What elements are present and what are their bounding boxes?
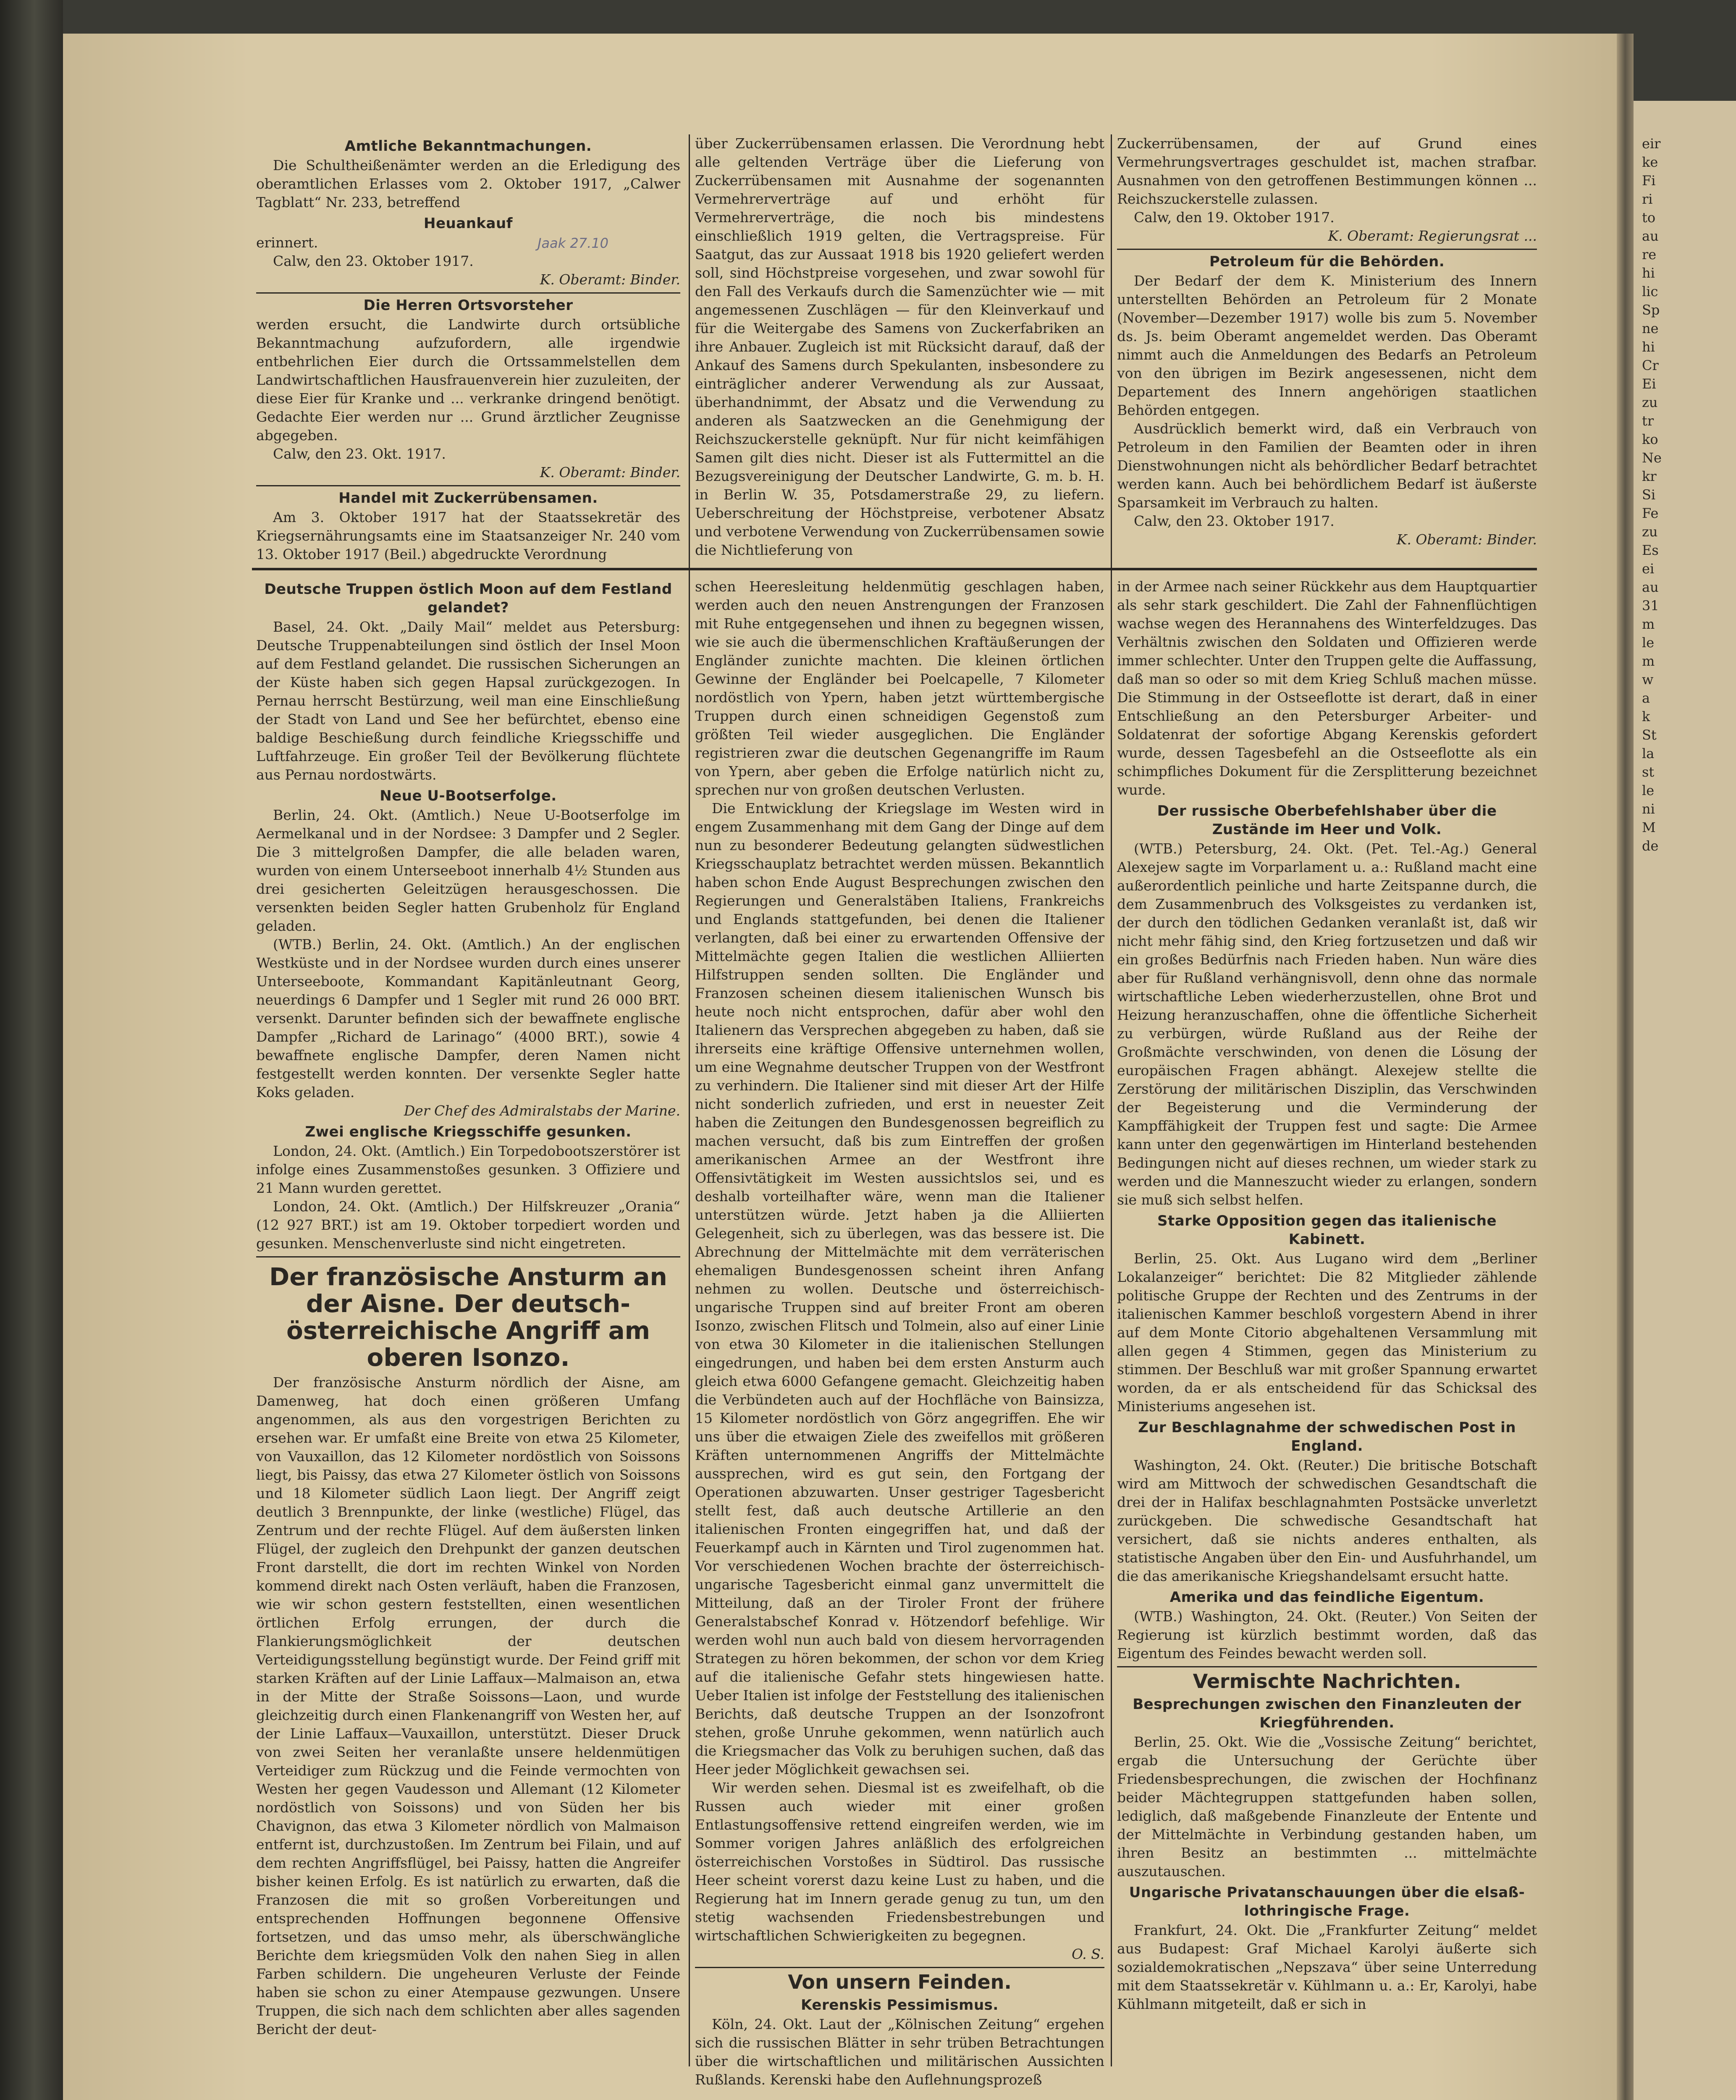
next-page-fragment: ri	[1642, 191, 1653, 207]
next-page-fragment: w	[1642, 672, 1654, 688]
next-page-fragment: Fe	[1642, 505, 1659, 521]
article-text: London, 24. Okt. (Amtlich.) Ein Torpedobootszerstörer ist infolge eines Zusammenstoßes gesunken. 3 Offiziere und 21 Mann wurden gerettet.	[256, 1143, 680, 1196]
notice-heading: Handel mit Zuckerrübensamen.	[338, 490, 598, 507]
notice-text: werden ersucht, die Landwirte durch ortsübliche Bekanntmachung aufzufordern, alle irgendwie entbehrlichen Eier durch die Ortssammelstellen dem Landwirtschaftlichen Hausfrauenverein hier zuzuleiten, der diese Eier für Kranke und ... verkranke dringend benötigt. Gedachte Eier werden nur ... Grund ärztlicher Zeugnisse abgegeben.	[256, 316, 680, 444]
notices-column-2	[695, 134, 1104, 565]
notice-text: Der Bedarf der dem K. Ministerium des Innern unterstellten Behörden an Petroleum für 2 Monate (November—Dezember 1917) wolle bis zum 5. November ds. Js. beim Oberamt angemeldet werden. Das Oberamt nimmt auch die Anmeldungen des Bedarfs an Petroleum von den übrigen im Bezirk angesessenen, nicht dem Departement des Innern angehörigen staatlichen Behörden entgegen.	[1117, 273, 1537, 418]
next-page-fragment: au	[1642, 228, 1659, 244]
article-text: Basel, 24. Okt. „Daily Mail“ meldet aus Petersburg: Deutsche Truppenabteilungen sind östlich der Insel Moon auf dem Festland gelandet. Die russischen Sicherungen an der Küste haben sich gegen Hapsal zurückgezogen. In Pernau herrscht Bestürzung, weil man eine Einschließung der Stadt von Land und See her befürchtet, ebenso eine baldige Beschießung durch feindliche Kriegsschiffe und Luftfahrzeuge. Ein großer Teil der Bevölkerung flüchtete aus Pernau nordostwärts.	[256, 619, 680, 783]
notice-heading: Die Herren Ortsvorsteher	[363, 297, 573, 314]
article-text: Berlin, 25. Okt. Wie die „Vossische Zeitung“ berichtet, ergab die Untersuchung der Gerüchte über Friedensbesprechungen, die zwischen der Hochfinanz beider Mächtegruppen stattgefunden haben sollen, lediglich, daß maßgebende Finanzleute der Entente und der Mittelmächte in Verbindung gestanden haben, um ihren Besitz an bestimmten ... mittelmächte auszutauschen.	[1117, 1734, 1537, 1880]
next-page-fragment: st	[1642, 764, 1655, 780]
next-page-fragment: zu	[1642, 524, 1658, 540]
section-divider	[252, 568, 1537, 570]
next-page-fragment: le	[1642, 635, 1655, 651]
notice-signature: K. Oberamt: Binder.	[1396, 531, 1537, 548]
next-page-fragment: Cr	[1642, 357, 1659, 373]
notice-signature: K. Oberamt: Binder.	[540, 464, 680, 480]
notices-column-1	[256, 134, 680, 565]
notice-divider	[256, 292, 680, 294]
page-gutter	[1617, 34, 1634, 2100]
next-page-fragment: Sp	[1642, 302, 1660, 318]
article-signature: O. S.	[1071, 1946, 1104, 1962]
article-heading: Kerenskis Pessimismus.	[801, 1997, 999, 2013]
next-page-fragment: m	[1642, 653, 1655, 669]
next-page-fragment: la	[1642, 746, 1655, 761]
next-page-fragment: to	[1642, 210, 1656, 226]
notice-heading: Petroleum für die Behörden.	[1209, 253, 1445, 270]
article-heading: Amerika und das feindliche Eigentum.	[1170, 1589, 1484, 1606]
article-text: London, 24. Okt. (Amtlich.) Der Hilfskreuzer „Orania“ (12 927 BRT.) ist am 19. Oktober torpediert worden und gesunken. Menschenverluste sind nicht eingetreten.	[256, 1198, 680, 1252]
next-page-fragment: Si	[1642, 487, 1656, 503]
article-text: Berlin, 25. Okt. Aus Lugano wird dem „Berliner Lokalanzeiger“ berichtet: Die 82 Mitglieder zählende politische Gruppe der Rechten und des Zentrums in der italienischen Kammer beschloß vorgestern Abend in ihrer auf dem Monte Citorio abgehaltenen Versammlung mit allen gegen 4 Stimmen, gegen das Ministerium zu stimmen. Der Beschluß war mit großer Spannung erwartet worden, da er als entscheidend für das Schicksal des Ministeriums angesehen ist.	[1117, 1250, 1537, 1415]
section-headline: Vermischte Nachrichten.	[1193, 1670, 1461, 1693]
notices-title: Amtliche Bekanntmachungen.	[344, 138, 592, 155]
next-page-fragment: au	[1642, 579, 1659, 595]
article-heading: Zur Beschlagnahme der schwedischen Post in England.	[1138, 1419, 1516, 1454]
news-column-1	[256, 578, 680, 2037]
next-page-fragment: eir	[1642, 136, 1661, 152]
next-page-fragment: zu	[1642, 394, 1658, 410]
article-heading: Zwei englische Kriegsschiffe gesunken.	[305, 1124, 632, 1140]
article-divider	[1117, 1666, 1537, 1667]
article-text: Köln, 24. Okt. Laut der „Kölnischen Zeitung“ ergehen sich die russischen Blätter in sehr trüben Betrachtungen über die wirtschaftlichen und militärischen Aussichten Rußlands. Kerenski habe den Auflehnungsprozeß	[695, 2016, 1104, 2088]
article-divider	[256, 1256, 680, 1257]
news-column-3	[1117, 578, 1537, 2024]
next-page-fragment: re	[1642, 247, 1657, 262]
next-page-fragment: M	[1642, 819, 1656, 835]
news-column-2	[695, 578, 1104, 2088]
notices-column-3	[1117, 134, 1537, 565]
article-heading: Neue U-Bootserfolge.	[380, 788, 557, 804]
notice-divider	[256, 485, 680, 486]
next-page-fragment: kr	[1642, 468, 1657, 484]
next-page-fragment: le	[1642, 782, 1655, 798]
next-page-edge	[1634, 101, 1736, 2100]
article-text: Der französische Ansturm nördlich der Aisne, am Damenweg, hat doch einen größeren Umfang angenommen, als aus den vorgestrigen Berichten zu ersehen war. Er umfaßt eine Breite von etwa 25 Kilometer, von Vauxaillon, das 12 Kilometer nordöstlich von Soissons liegt, bis Paissy, das etwa 27 Kilometer östlich von Soissons und 18 Kilometer südlich Laon liegt. Der Angriff zeigt deutlich 3 Brennpunkte, der linke (westliche) Flügel, das Zentrum und der rechte Flügel. Auf dem äußersten linken Flügel, der zugleich den Drehpunkt der ganzen deutschen Front darstellt, die dort im rechten Winkel von Norden kommend direkt nach Osten verläuft, haben die Franzosen, wie wir schon gestern feststellten, einen wesentlichen örtlichen Erfolg errungen, der durch die Flankierungsmöglichkeit der deutschen Verteidigungsstellung begünstigt wurde. Der Feind griff mit starken Kräften auf der Linie Laffaux—Malmaison an, etwa in der Mitte der Straße Soissons—Laon, und wurde gleichzeitig durch einen Flankenangriff von Westen her, auf der Linie Laffaux—Vauxaillon, unterstützt. Dieser Druck von zwei Seiten her veranlaßte unsere heldenmütigen Verteidiger zum Rückzug und die Feinde vermochten von Westen her gegen Vaudesson und Allemant (12 Kilometer nordöstlich von Soissons) und von Süden her bis Chavignon, das etwa 3 Kilometer nördlich von Malmaison entfernt ist, durchzustoßen. Im Zentrum bei Filain, und auf dem rechten Angriffsflügel, bei Paissy, hatten die Angreifer bisher keinen Erfolg. Es ist natürlich zu erwarten, daß die Franzosen die mit so großen Vorbereitungen und entsprechenden Hoffnungen begonnene Offensive fortsetzen, und das umso mehr, als überschwängliche Berichte dem kriegsmüden Volk den nahen Sieg in allen Farben schildern. Die ungeheuren Verluste der Feinde haben sie schon zu einer Atempause gezwungen. Unsere Truppen, die sich nach dem schlichten aber alles sagenden Bericht der deut-	[256, 1374, 680, 2037]
notice-text: über Zuckerrübensamen erlassen. Die Verordnung hebt alle geltenden Verträge über die Lieferung von Zuckerrübensamen mit Ausnahme der sogenannten Vermehrerverträge auf und erhöht für Vermehrerverträge, die noch bis mindestens einschließlich 1919 gelten, die Vertragspreise. Für Saatgut, das zur Aussaat 1918 bis 1920 geliefert werden soll, sind Höchstpreise vorgesehen, und zwar sowohl für den Fall des Verkaufs durch die Samenzüchter wie — mit angemessenen Zuschlägen — für den Kleinverkauf und für die Weitergabe des Samens von Zuckerfabriken an ihre Anbauer. Zugleich ist mit Rücksicht darauf, daß der Ankauf des Samens durch Spekulanten, insbesondere zu einträglicher anderer Verwendung als zur Aussaat, überhandnimmt, der Absatz und die Verwendung zu anderen als Saatzwecken an die Genehmigung der Reichszuckerstelle geknüpft. Nur für nicht keimfähigen Samen gilt dies nicht. Dieser ist als Futtermittel an die Bezugsvereinigung der Deutscher Landwirte, G. m. b. H. in Berlin W. 35, Potsdamerstraße 29, zu liefern. Ueberschreitung der Höchstpreise, verbotener Absatz und verbotene Verwendung von Zuckerrübensamen sowie die Nichtlieferung von	[695, 135, 1104, 558]
next-page-fragment: ke	[1642, 154, 1658, 170]
article-text: Frankfurt, 24. Okt. Die „Frankfurter Zeitung“ meldet aus Budapest: Graf Michael Karolyi äußerte sich sozialdemokratischen „Nepszava“ über seine Unterredung mit dem Staatssekretär v. Kühlmann u. a.: Er, Karolyi, habe Kühlmann mitgeteilt, daß er sich in	[1117, 1922, 1537, 2012]
next-page-fragment: ei	[1642, 561, 1655, 577]
notice-date: Calw, den 23. Okt. 1917.	[273, 446, 446, 462]
next-page-fragment: ko	[1642, 431, 1658, 447]
next-page-fragment: Es	[1642, 542, 1659, 558]
notice-text: Zuckerrübensamen, der auf Grund eines Vermehrungsvertrages geschuldet ist, machen strafbar. Ausnahmen von den getroffenen Bestimmungen können ... Reichszuckerstelle zulassen.	[1117, 135, 1537, 207]
article-text: (WTB.) Petersburg, 24. Okt. (Pet. Tel.-Ag.) General Alexejew sagte im Vorparlament u. a.: Rußland macht eine außerordentlich peinliche und harte Zeitspanne durch, die dem Zusammenbruch des Volksgeistes zu verdanken ist, der durch den tödlichen Gedanken veranlaßt ist, daß wir nicht mehr fähig sind, den Krieg fortzusetzen und daß wir ein großes Bedürfnis nach Frieden haben. Nun wäre dies aber für Rußland verhängnisvoll, denn ohne das normale wirtschaftliche Leben wiederherzustellen, ohne Brot und Heizung heranzuschaffen, ohne die öffentliche Sicherheit zu verbürgen, würde Rußland aus der Reihe der Großmächte verschwinden, von denen die Lösung der europäischen Fragen abhängt. Alexejew stellte die Zerstörung der militärischen Disziplin, das Verschwinden der Begeisterung und die Verminderung der Kampffähigkeit der Truppen fest und sagte: Die Armee kann unter den gegenwärtigen im Hinterland bestehenden Bedingungen nicht auf dieses rechnen, um wieder stark zu werden und die Manneszucht wieder zu erlangen, sondern sie muß sich selbst helfen.	[1117, 840, 1537, 1208]
next-page-fragment: lic	[1642, 284, 1658, 299]
article-heading: Deutsche Truppen östlich Moon auf dem Festland gelandet?	[264, 581, 672, 616]
notice-text: Die Schultheißenämter werden an die Erledigung des oberamtlichen Erlasses vom 2. Oktober 1917, „Calwer Tagblatt“ Nr. 233, betreffend	[256, 157, 680, 210]
notice-heading: Heuankauf	[424, 215, 513, 232]
article-heading: Besprechungen zwischen den Finanzleuten der Kriegführenden.	[1133, 1696, 1521, 1731]
article-text: (WTB.) Washington, 24. Okt. (Reuter.) Von Seiten der Regierung ist kürzlich bestimmt worden, daß das Eigentum des Feindes bewacht werden soll.	[1117, 1608, 1537, 1662]
notice-text: Ausdrücklich bemerkt wird, daß ein Verbrauch von Petroleum in den Familien der Beamten oder in ihren Dienstwohnungen nicht als behördlicher Bedarf betrachtet werden kann. Auch bei behördlichem Bedarf ist äußerste Sparsamkeit im Verbrauch zu halten.	[1117, 420, 1537, 511]
next-page-fragment: hi	[1642, 265, 1655, 281]
notice-divider	[1117, 249, 1537, 250]
notice-text: Am 3. Oktober 1917 hat der Staatssekretär des Kriegsernährungsamts eine im Staatsanzeiger Nr. 240 vom 13. Oktober 1917 (Beil.) abgedruckte Verordnung	[256, 509, 680, 562]
article-heading: Der russische Oberbefehlshaber über die Zustände im Heer und Volk.	[1157, 803, 1497, 838]
article-heading: Starke Opposition gegen das italienische Kabinett.	[1157, 1213, 1497, 1248]
notice-text: erinnert.	[256, 234, 318, 251]
notice-signature: K. Oberamt: Binder.	[540, 271, 680, 288]
section-headline: Von unsern Feinden.	[788, 1971, 1012, 1993]
handwritten-note: Jaak 27.10	[538, 235, 608, 251]
next-page-fragment: hi	[1642, 339, 1655, 355]
column-rule	[1111, 134, 1112, 2066]
article-heading: Ungarische Privatanschauungen über die elsaß-lothringische Frage.	[1129, 1884, 1525, 1919]
lead-article-headline: Der französische Ansturm an der Aisne. Der deutsch-österreichische Angriff am oberen Isonzo.	[269, 1263, 667, 1372]
notice-signature: K. Oberamt: Regierungsrat ...	[1328, 228, 1537, 244]
next-page-fragment: k	[1642, 709, 1650, 724]
article-text: Washington, 24. Okt. (Reuter.) Die britische Botschaft wird am Mittwoch der schwedischen Gesandtschaft die drei der in Halifax beschlagnahmten Postsäcke unverletzt zurückgeben. Die schwedische Gesandtschaft hat versichert, daß sie nichts anderes enthalten, als statistische Angaben über den Ein- und Ausfuhrhandel, um die das amerikanische Kriegshandelsamt ersucht hatte.	[1117, 1457, 1537, 1584]
next-page-fragment: a	[1642, 690, 1650, 706]
notice-date: Calw, den 23. Oktober 1917.	[273, 253, 474, 269]
article-divider	[695, 1967, 1104, 1968]
next-page-fragment: Ne	[1642, 450, 1662, 466]
next-page-fragment: ne	[1642, 320, 1659, 336]
article-text: Berlin, 24. Okt. (Amtlich.) Neue U-Bootserfolge im Aermelkanal und in der Nordsee: 3 Dampfer und 2 Segler. Die 3 mittelgroßen Dampfer, die alle beladen waren, wurden von einem Unterseeboot innerhalb 4½ Stunden aus drei gesicherten Geleitzügen herausgeschossen. Die versenkten beiden Segler hatten Grubenholz für England geladen.	[256, 807, 680, 934]
article-signature: Der Chef des Admiralstabs der Marine.	[404, 1102, 680, 1119]
next-page-fragment: ni	[1642, 801, 1655, 817]
next-page-fragment: m	[1642, 616, 1655, 632]
article-text: (WTB.) Berlin, 24. Okt. (Amtlich.) An der englischen Westküste und in der Nordsee wurden durch eines unserer Unterseeboote, Kommandant Kapitänleutnant Georg, neuerdings 6 Dampfer und 1 Segler mit rund 26 000 BRT. versenkt. Darunter befinden sich der bewaffnete englische Dampfer „Richard de Larinago“ (4000 BRT.), sowie 4 bewaffnete englische Dampfer, deren Namen nicht festgestellt werden konnten. Der versenkte Segler hatte Koks geladen.	[256, 936, 680, 1100]
notice-date: Calw, den 19. Oktober 1917.	[1134, 209, 1335, 226]
book-binding	[0, 0, 63, 2100]
column-rule	[689, 134, 690, 2066]
next-page-fragment: Ei	[1642, 376, 1656, 392]
next-page-fragment: tr	[1642, 413, 1654, 429]
next-page-fragment: St	[1642, 727, 1657, 743]
article-text: in der Armee nach seiner Rückkehr aus dem Hauptquartier als sehr stark geschildert. Die Zahl der Fahnenflüchtigen wachse wegen des Herannahens des Winterfeldzuges. Das Verhältnis zwischen den Soldaten und Offizieren werde immer schlechter. Unter den Truppen gelte die Auffassung, daß man so oder so mit dem Krieg Schluß machen müsse. Die Stimmung in der Ostseeflotte ist derart, daß in einer Entschließung an den Petersburger Arbeiter- und Soldatenrat der sofortige Abgang Kerenskis gefordert wurde, dessen Tagesbefehl an die Ostseeflotte als ein schimpfliches Dokument für die Zersplitterung bezeichnet wurde.	[1117, 578, 1537, 798]
next-page-fragment: 31	[1642, 598, 1659, 614]
next-page-fragment: Fi	[1642, 173, 1656, 189]
article-text: schen Heeresleitung heldenmütig geschlagen haben, werden auch den neuen Anstrengungen der Franzosen mit Ruhe entgegensehen und ihnen zu begegnen wissen, wie sie auch die übermenschlichen Kraftäußerungen der Engländer zunichte machten. Die kleinen örtlichen Gewinne der Engländer bei Poelcapelle, 7 Kilometer nordöstlich von Ypern, haben jetzt württembergische Truppen durch einen schneidigen Gegenstoß zum größten Teil wieder ausgeglichen. Die Engländer registrieren zwar die deutschen Gegenangriffe im Raum von Ypern, aber geben die Erfolge natürlich nicht zu, sprechen nur von großen deutschen Verlusten.	[695, 578, 1104, 798]
article-text: Die Entwicklung der Kriegslage im Westen wird in engem Zusammenhang mit dem Gang der Dinge auf dem nun zu besonderer Bedeutung gelangten südwestlichen Kriegsschauplatz betrachtet werden müssen. Bekanntlich haben schon Ende August Besprechungen zwischen den Regierungen und Generalstäben Italiens, Frankreichs und Englands stattgefunden, bei denen die Italiener verlangten, daß bei einer zu erwartenden Offensive der Mittelmächte gegen Italien die westlichen Alliierten Hilfstruppen senden sollten. Die Engländer und Franzosen scheinen diesem italienischen Wunsch bis heute noch nicht entsprochen, dafür aber wohl den Italienern das Versprechen abgegeben zu haben, daß sie ihrerseits eine kräftige Offensive unternehmen wollen, um eine Wegnahme deutscher Truppen von der Westfront zu verhindern. Die Italiener sind mit dieser Art der Hilfe nicht sonderlich zufrieden, und erst in neuester Zeit haben die Zeitungen den Bundesgenossen begreiflich zu machen versucht, daß bis zum Eintreffen der großen amerikanischen Armee an der Westfront ihre Offensivtätigkeit im Westen aussichtslos sei, und es deshalb vorteilhafter wäre, wenn man die Italiener unterstützen würde. Jetzt haben ja die Alliierten Gelegenheit, sich zu überlegen, was das bessere ist. Die Abrechnung der Mittelmächte mit dem verräterischen ehemaligen Bundesgenossen scheint ihren Anfang nehmen zu wollen. Deutsche und österreichisch-ungarische Truppen sind auf breiter Front am oberen Isonzo, zwischen Flitsch und Tolmein, also auf einer Linie von etwa 30 Kilometer in die italienischen Stellungen eingedrungen, und haben bei dem ersten Ansturm auch gleich etwa 6000 Gefangene gemacht. Gleichzeitig haben die Verbündeten auch auf der Hochfläche von Bainsizza, 15 Kilometer nordöstlich von Görz angegriffen. Ehe wir uns über die etwaigen Ziele des zweifellos mit größeren Kräften unternommenen Angriffs der Mittelmächte aussprechen, wird es gut sein, den Fortgang der Operationen abzuwarten. Unser gestriger Tagesbericht stellt fest, daß auch deutsche Artillerie an den italienischen Fronten eingegriffen hat, und daß der Feuerkampf auch in Kärnten und Tirol zugenommen hat. Vor verschiedenen Wochen brachte der österreichisch-ungarische Tagesbericht einmal ganz unvermittelt die Mitteilung, daß an der Tiroler Front der frühere Generalstabschef Konrad v. Hötzendorf befehlige. Wir werden wohl nun auch bald von diesem hervorragenden Strategen zu hören bekommen, der schon vor dem Krieg auf die italienische Gefahr stets hingewiesen hatte. Ueber Italien ist infolge der Feststellung des italienischen Berichts, daß deutsche Truppen an der Isonzofront stehen, große Unruhe gekommen, wenn natürlich auch die Kriegsmacher das Volk zu beruhigen suchen, daß das Heer jeder Möglichkeit gewachsen sei.	[695, 800, 1104, 1777]
next-page-fragment: de	[1642, 838, 1659, 854]
article-text: Wir werden sehen. Diesmal ist es zweifelhaft, ob die Russen auch wieder mit einer großen Entlastungsoffensive rettend eingreifen werden, wie im Sommer vorigen Jahres anläßlich des erfolgreichen österreichischen Vorstoßes in Südtirol. Das russische Heer scheint vorerst dazu keine Lust zu haben, und die Regierung hat im Innern gerade genug zu tun, um den stetig wachsenden Friedensbestrebungen und wirtschaftlichen Schwierigkeiten zu begegnen.	[695, 1780, 1104, 1944]
notice-date: Calw, den 23. Oktober 1917.	[1134, 513, 1335, 529]
